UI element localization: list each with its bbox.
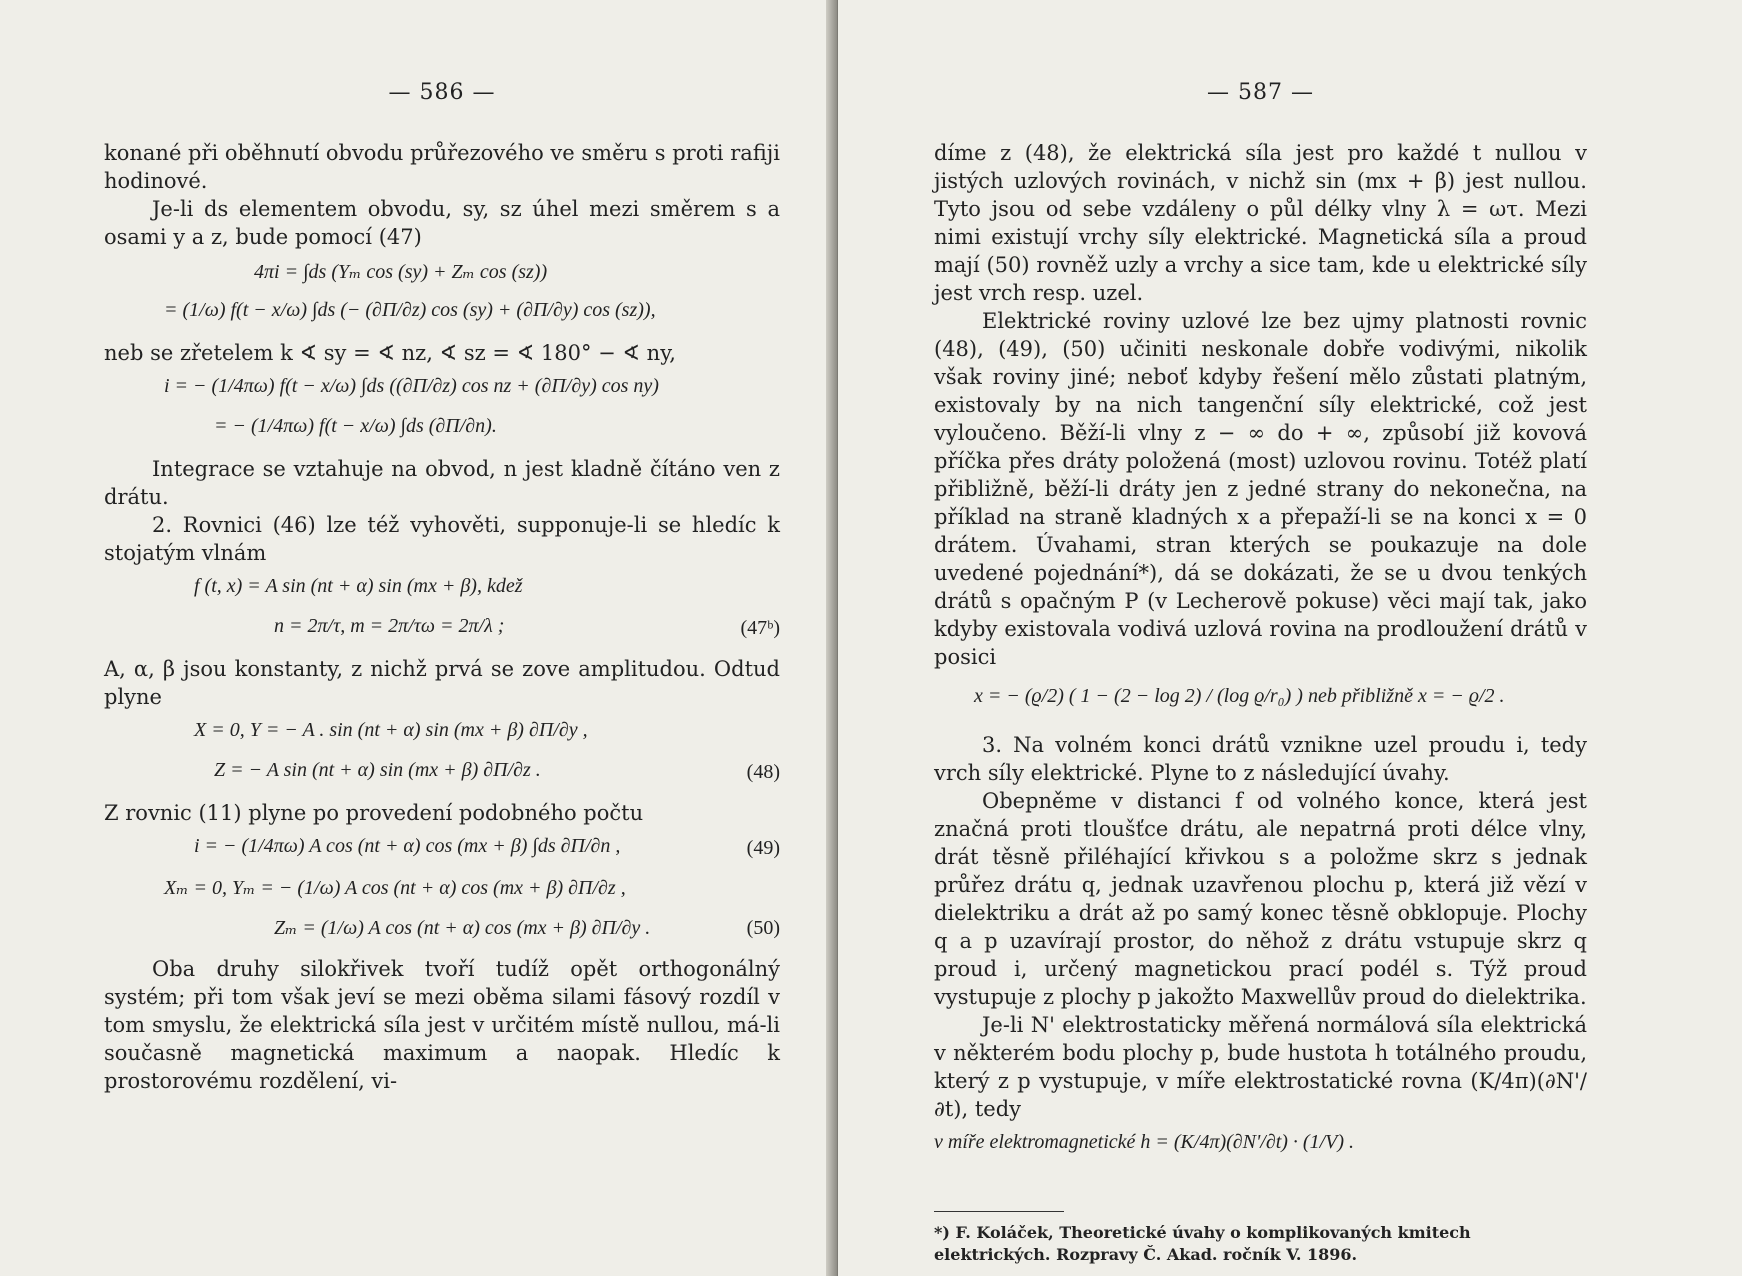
equation-text: = − (1/4πω) f(t − x/ω) ∫ds (∂Π/∂n). xyxy=(214,415,497,437)
equation xyxy=(104,915,780,947)
equation-text: f (t, x) = A sin (nt + α) sin (mx + β), kdež xyxy=(194,575,523,597)
equation xyxy=(104,615,780,647)
paragraph: Oba druhy silokřivek tvoří tudíž opět orthogonálný systém; při tom však jeví se mezi oběma silami fásový rozdíl v tom smyslu, že elektrická síla jest v určitém místě nullou, má-li současně magnetická maximum a naopak. Hledíc k prostorovému rozdělení, vi- xyxy=(104,957,780,1093)
equation xyxy=(104,375,780,407)
paragraph: Je-li ds elementem obvodu, sy, sz úhel mezi směrem s a osami y a z, bude pomocí (47) xyxy=(104,197,780,249)
equation-text: i = − (1/4πω) f(t − x/ω) ∫ds ((∂Π/∂z) cos nz + (∂Π/∂y) cos ny) xyxy=(164,375,659,397)
equation-text: v míře elektromagnetické h = (K/4π)(∂N'/∂t) · (1/V) . xyxy=(934,1131,1355,1153)
equation-number: (47ᵇ) xyxy=(740,617,780,639)
paragraph: A, α, β jsou konstanty, z nichž prvá se zove amplitudou. Odtud plyne xyxy=(104,657,780,709)
equation xyxy=(104,299,780,331)
equation xyxy=(104,259,780,291)
paragraph: konané při oběhnutí obvodu průřezového ve směru s proti rafiji hodinové. xyxy=(104,141,780,193)
equation xyxy=(104,719,780,751)
equation xyxy=(104,875,780,907)
equation-number: (49) xyxy=(746,837,780,859)
paragraph: Elektrické roviny uzlové lze bez ujmy platnosti rovnic (48), (49), (50) učiniti neskonale dobře vodivými, nikolik však roviny jiné; neboť kdyby řešení mělo zůstati platným, existovaly by na nich tangenční síly elektrické, což jest vyloučeno. Běží-li vlny z − ∞ do + ∞, způsobí již kovová příčka přes dráty položená (most) uzlovou rovinu. Totéž platí přibližně, běží-li dráty jen z jedné strany do nekonečna, na příklad na straně kladných x a přepaží-li se na konci x = 0 drátem. Úvahami, stran kterých se poukazuje na dole uvedené pojednání*), dá se dokázati, že se u dvou tenkých drátů s opačným P (v Lecherově pokuse) věci mají tak, jako kdyby existovala vodivá uzlová rovina na prodloužení drátů v posici xyxy=(934,309,1587,669)
paragraph: neb se zřetelem k ∢ sy = ∢ nz, ∢ sz = ∢ 180° − ∢ ny, xyxy=(104,341,676,365)
right-page xyxy=(838,0,1742,1276)
equation xyxy=(104,759,780,791)
equation-text: X = 0, Y = − A . sin (nt + α) sin (mx + β) ∂Π/∂y , xyxy=(194,719,588,741)
equation-number: (48) xyxy=(746,761,780,783)
footnote: *) F. Koláček, Theoretické úvahy o komplikovaných kmitech elektrických. Rozpravy Č. Akad. ročník V. 1896. xyxy=(934,1223,1471,1264)
equation-text: 4πi = ∫ds (Yₘ cos (sy) + Zₘ cos (sz)) xyxy=(254,261,548,283)
paragraph: 2. Rovnici (46) lze též vyhověti, supponuje-li se hledíc k stojatým vlnám xyxy=(104,513,780,565)
equation-text: = (1/ω) f(t − x/ω) ∫ds (− (∂Π/∂z) cos (sy) + (∂Π/∂y) cos (sz)), xyxy=(164,299,656,321)
equation xyxy=(934,685,1587,717)
page-number: — 587 — xyxy=(1207,80,1314,105)
equation-number: (50) xyxy=(746,917,780,939)
equation-text: i = − (1/4πω) A cos (nt + α) cos (mx + β) ∫ds ∂Π/∂n , xyxy=(194,835,621,857)
equation-text: n = 2π/τ, m = 2π/τω = 2π/λ ; xyxy=(274,615,505,637)
paragraph: 3. Na volném konci drátů vznikne uzel proudu i, tedy vrch síly elektrické. Plyne to z následující úvahy. xyxy=(934,733,1587,785)
equation xyxy=(104,415,780,447)
paragraph: díme z (48), že elektrická síla jest pro každé t nullou v jistých uzlových rovinách, v nichž sin (mx + β) jest nullou. Tyto jsou od sebe vzdáleny o půl délky vlny λ = ωτ. Mezi nimi existují vrchy síly elektrické. Magnetická síla a proud mají (50) rovněž uzly a vrchy a sice tam, kde u elektrické síly jest vrch resp. uzel. xyxy=(934,141,1587,305)
paragraph: Obepněme v distanci f od volného konce, která jest značná proti tloušťce drátu, ale nepatrná proti délce vlny, drát těsně přiléhající křivkou s a položme skrz s jednak průřez drátu q, jednak uzavřenou plochu p, která již vězí v dielektriku a drát až po samý konec těsně obklopuje. Plochy q a p uzavírají prostor, do něhož z drátu vstupuje skrz q proud i, určený magnetickou prací podél s. Týž proud vystupuje z plochy p jakožto Maxwellův proud do dielektrika. xyxy=(934,789,1587,1009)
equation-text: Xₘ = 0, Yₘ = − (1/ω) A cos (nt + α) cos (mx + β) ∂Π/∂z , xyxy=(164,877,626,899)
equation xyxy=(104,575,780,607)
paragraph: Je-li N' elektrostaticky měřená normálová síla elektrická v některém bodu plochy p, bude hustota h totálného proudu, který z p vystupuje, v míře elektrostatické rovna (K/4π)(∂N'/∂t), tedy xyxy=(934,1013,1587,1121)
paragraph: Z rovnic (11) plyne po provedení podobného počtu xyxy=(104,801,644,825)
left-page xyxy=(0,0,838,1276)
equation-text: x = − (ϱ/2) ( 1 − (2 − log 2) / (log ϱ/r₀) ) neb přibližně x = − ϱ/2 . xyxy=(974,685,1505,707)
paragraph: Integrace se vztahuje na obvod, n jest kladně čítáno ven z drátu. xyxy=(104,457,780,509)
footnote-rule xyxy=(934,1211,1064,1212)
equation xyxy=(104,835,780,867)
equation-text: Zₘ = (1/ω) A cos (nt + α) cos (mx + β) ∂Π/∂y . xyxy=(274,917,651,939)
page-number: — 586 — xyxy=(388,80,496,105)
equation-text: Z = − A sin (nt + α) sin (mx + β) ∂Π/∂z . xyxy=(214,759,541,781)
equation xyxy=(934,1131,1587,1163)
